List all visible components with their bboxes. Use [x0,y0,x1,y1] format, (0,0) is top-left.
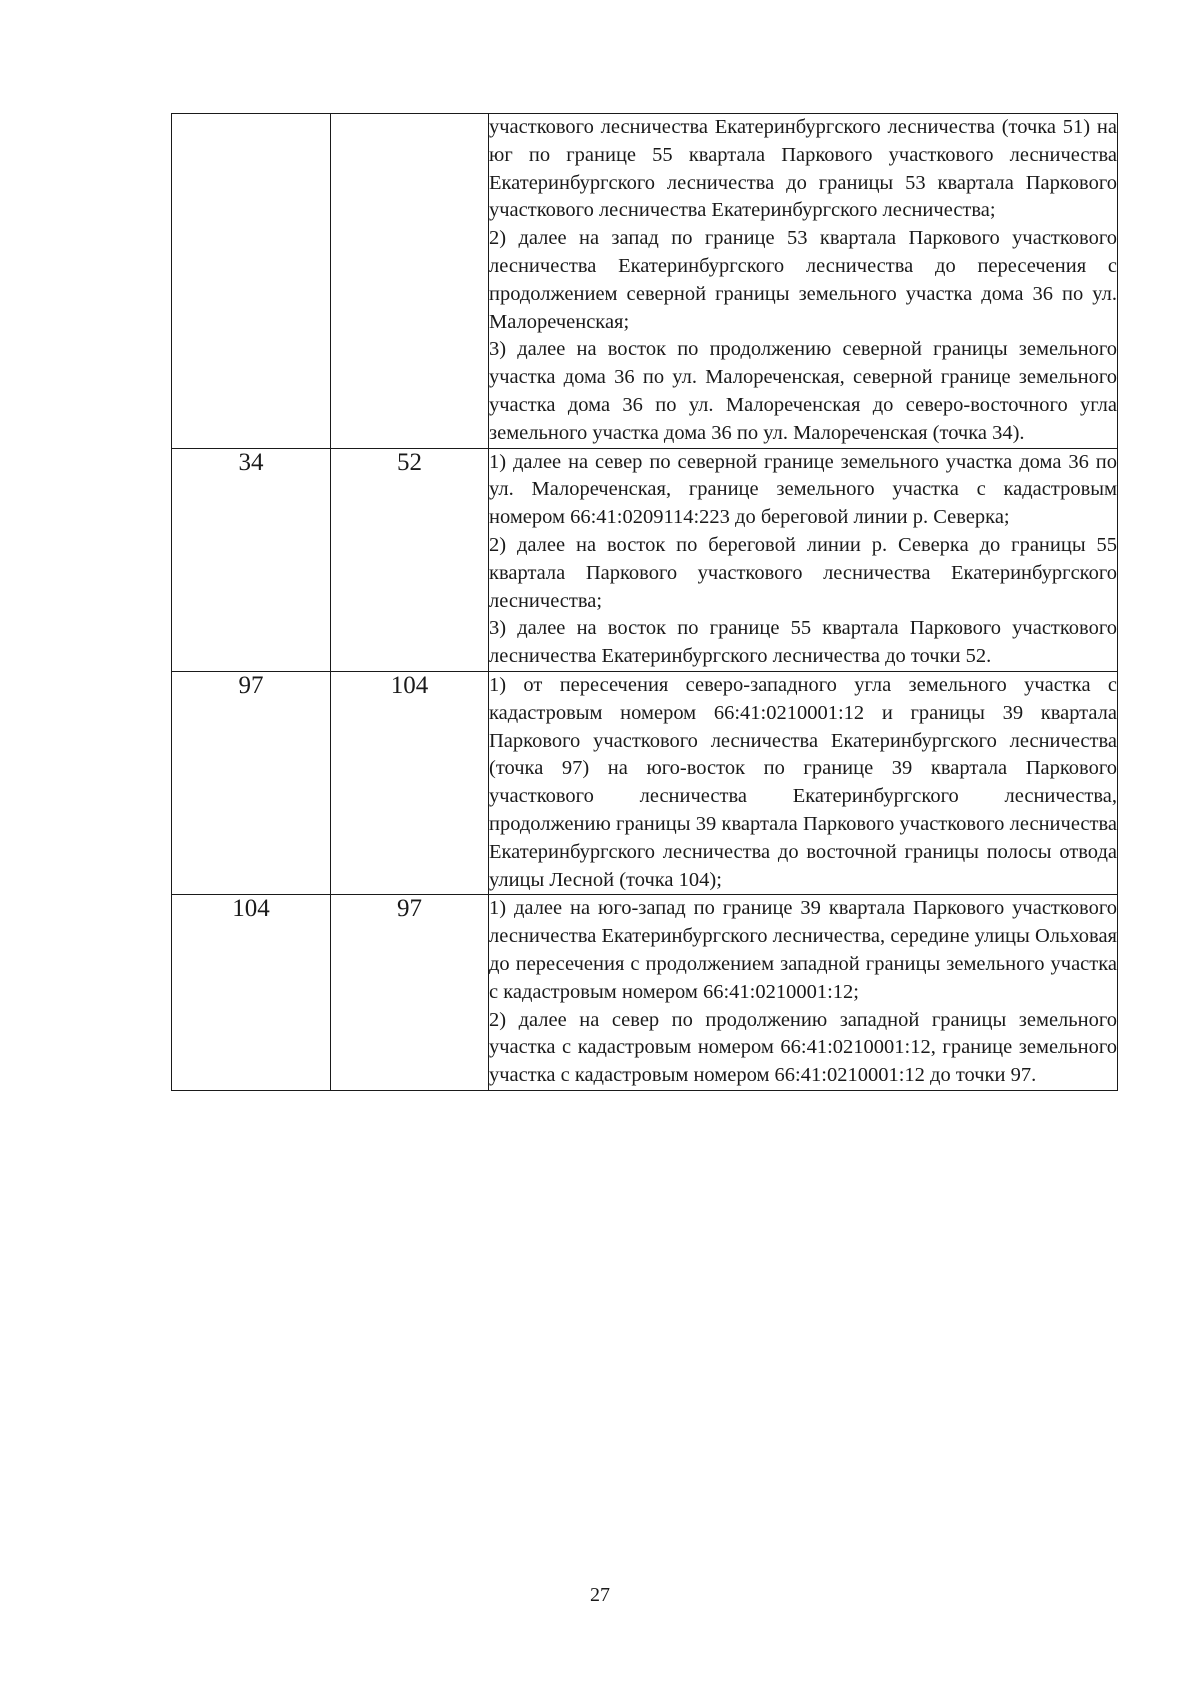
description-paragraph: 2) далее на запад по границе 53 квартала Паркового участкового лесничества Екатеринбургского лесничества до пересечения с продолжением северной границы земельного участка дома 36 по ул. Малореченская; [489,227,1117,333]
description-paragraph: 3) далее на восток по границе 55 квартала Паркового участкового лесничества Екатеринбургского лесничества до точки 52. [489,617,1117,668]
description-cell [489,671,1118,894]
description-paragraph: 1) далее на север по северной границе земельного участка дома 36 по ул. Малореченская, границе земельного участка с кадастровым номером 66:41:0209114:223 до береговой линии р. Северка; [489,450,1117,529]
start-point-cell: 34 [172,448,331,671]
end-point-cell: 104 [331,671,489,894]
start-point-cell [172,114,331,449]
description-cell [489,448,1118,671]
description-paragraph: 2) далее на восток по береговой линии р. Северка до границы 55 квартала Паркового участкового лесничества Екатеринбургского лесничества; [489,533,1117,612]
start-point-cell: 104 [172,895,331,1091]
description-paragraph: 1) далее на юго-запад по границе 39 квартала Паркового участкового лесничества Екатеринбургского лесничества, середине улицы Ольховая до пересечения с продолжением западной границы земельного участка с кадастровым номером 66:41:0210001:12; [489,897,1117,1003]
page-number: 27 [590,1584,610,1606]
end-point-cell: 97 [331,895,489,1091]
description-paragraph: 2) далее на север по продолжению западной границы земельного участка с кадастровым номером 66:41:0210001:12, границе земельного участка с кадастровым номером 66:41:0210001:12 до точки 97. [489,1008,1117,1087]
description-cell [489,114,1118,449]
end-point-cell: 52 [331,448,489,671]
description-paragraph: участкового лесничества Екатеринбургского лесничества (точка 51) на юг по границе 55 квартала Паркового участкового лесничества Екатеринбургского лесничества до границы 53 квартала Паркового участкового лесничества Екатеринбургского лесничества; [489,116,1117,222]
table-row [172,671,1118,894]
table-row [172,114,1118,449]
description-cell [489,895,1118,1091]
table-row [172,895,1118,1091]
table-row [172,448,1118,671]
start-point-cell: 97 [172,671,331,894]
end-point-cell [331,114,489,449]
description-paragraph: 3) далее на восток по продолжению северной границы земельного участка дома 36 по ул. Малореченская, северной границе земельного участка дома 36 по ул. Малореченская до северо-восточного угла земельного участка дома 36 по ул. Малореченская (точка 34). [489,338,1117,444]
boundary-table [171,113,1118,1091]
description-paragraph: 1) от пересечения северо-западного угла земельного участка с кадастровым номером 66:41:0210001:12 и границы 39 квартала Паркового участкового лесничества Екатеринбургского лесничества (точка 97) на юго-восток по границе 39 квартала Паркового участкового лесничества Екатеринбургского лесничества, продолжению границы 39 квартала Паркового участкового лесничества Екатеринбургского лесничества до восточной границы полосы отвода улицы Лесной (точка 104); [489,673,1117,891]
